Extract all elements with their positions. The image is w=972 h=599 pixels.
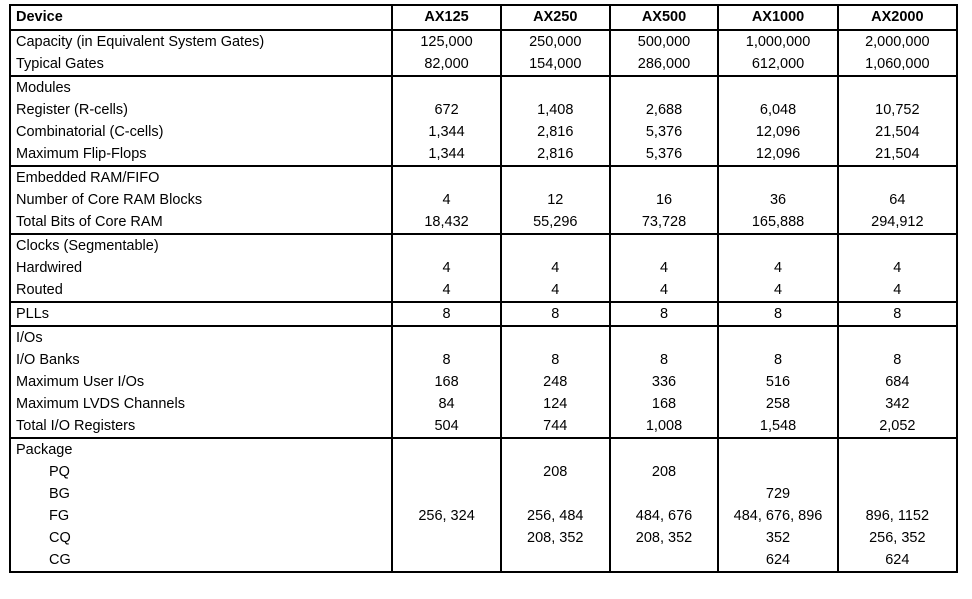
- table-row: [10, 279, 957, 302]
- cell-total-io-regs-ax125: 504: [392, 415, 501, 438]
- package-cell-ax2000: [838, 438, 957, 572]
- cell-cq-ax1000: 352: [765, 530, 791, 546]
- table-row: [10, 76, 957, 99]
- device-family-spec-table: [9, 4, 958, 573]
- package-cell-ax1000: [718, 438, 837, 572]
- package-cell-ax250: [501, 438, 610, 572]
- cell-total-bits-ax2000: 294,912: [838, 211, 957, 234]
- cell-typical-gates-ax2000: 1,060,000: [838, 53, 957, 76]
- cell-pq-ax1000: [719, 461, 836, 483]
- row-label-routed: Routed: [10, 279, 392, 302]
- table-row: [10, 189, 957, 211]
- cell-fg-ax500: 484, 676: [635, 508, 693, 524]
- table-row: [10, 166, 957, 189]
- cell-lvds-ax250: 124: [501, 393, 610, 415]
- cell-core-ram-blocks-ax250: 12: [501, 189, 610, 211]
- cell-fg-ax1000: 484, 676, 896: [733, 508, 823, 524]
- row-label-bg: BG: [49, 486, 70, 502]
- cell-register-ax500: 2,688: [610, 99, 719, 121]
- package-spacer: [611, 439, 718, 461]
- cell-max-user-ios-ax250: 248: [501, 371, 610, 393]
- cell-core-ram-blocks-ax500: 16: [610, 189, 719, 211]
- cell-clocks-ax500: [610, 234, 719, 257]
- cell-embedded-ram-ax250: [501, 166, 610, 189]
- cell-hardwired-ax250: 4: [501, 257, 610, 279]
- cell-ios-ax2000: [838, 326, 957, 349]
- cell-modules-ax500: [610, 76, 719, 99]
- cell-ios-ax125: [392, 326, 501, 349]
- row-label-hardwired: Hardwired: [16, 259, 83, 276]
- row-label-embedded-ram-fifo: Embedded RAM/FIFO: [16, 169, 160, 186]
- cell-plls-ax2000: 8: [838, 302, 957, 326]
- cell-register-ax125: 672: [392, 99, 501, 121]
- table-row: [10, 143, 957, 166]
- row-label-modules: Modules: [16, 79, 71, 96]
- cell-register-ax250: 1,408: [501, 99, 610, 121]
- column-header-ax1000: AX1000: [718, 5, 837, 30]
- column-header-ax500: AX500: [610, 5, 719, 30]
- row-label-fg: FG: [49, 508, 70, 524]
- cell-cg-ax1000: 624: [765, 552, 791, 568]
- cell-typical-gates-ax1000: 612,000: [718, 53, 837, 76]
- column-header-ax125: AX125: [392, 5, 501, 30]
- spec-table-container: [9, 4, 958, 573]
- cell-routed-ax1000: 4: [718, 279, 837, 302]
- cell-combinatorial-ax125: 1,344: [392, 121, 501, 143]
- cell-cg-ax250: [502, 549, 609, 571]
- cell-lvds-ax2000: 342: [838, 393, 957, 415]
- row-label-clocks-segmentable: Clocks (Segmentable): [16, 237, 159, 254]
- row-label-total-bits-core-ram: Total Bits of Core RAM: [10, 211, 392, 234]
- cell-clocks-ax1000: [718, 234, 837, 257]
- cell-total-bits-ax250: 55,296: [501, 211, 610, 234]
- cell-ios-ax500: [610, 326, 719, 349]
- cell-lvds-ax125: 84: [392, 393, 501, 415]
- column-header-ax2000: AX2000: [838, 5, 957, 30]
- cell-modules-ax1000: [718, 76, 837, 99]
- package-cell-ax500: [610, 438, 719, 572]
- cell-flipflops-ax2000: 21,504: [838, 143, 957, 166]
- table-header-row: [10, 5, 957, 30]
- row-label-plls: PLLs: [10, 302, 392, 326]
- row-label-typical-gates: Typical Gates: [10, 53, 392, 76]
- cell-register-ax2000: 10,752: [838, 99, 957, 121]
- cell-pq-ax125: [393, 461, 500, 483]
- cell-embedded-ram-ax125: [392, 166, 501, 189]
- cell-combinatorial-ax1000: 12,096: [718, 121, 837, 143]
- cell-total-bits-ax125: 18,432: [392, 211, 501, 234]
- cell-flipflops-ax1000: 12,096: [718, 143, 837, 166]
- cell-io-banks-ax1000: 8: [718, 349, 837, 371]
- cell-capacity-ax1000: 1,000,000: [718, 30, 837, 53]
- cell-clocks-ax250: [501, 234, 610, 257]
- cell-bg-ax250: [502, 483, 609, 505]
- package-spacer: [393, 439, 500, 461]
- cell-max-user-ios-ax500: 336: [610, 371, 719, 393]
- cell-bg-ax500: [611, 483, 718, 505]
- cell-ios-ax1000: [718, 326, 837, 349]
- cell-ios-ax250: [501, 326, 610, 349]
- cell-register-ax1000: 6,048: [718, 99, 837, 121]
- cell-max-user-ios-ax125: 168: [392, 371, 501, 393]
- row-label-register-r-cells: Register (R-cells): [16, 101, 128, 118]
- table-row: [10, 53, 957, 76]
- cell-core-ram-blocks-ax1000: 36: [718, 189, 837, 211]
- row-label-cq: CQ: [49, 530, 71, 546]
- cell-cg-ax500: [611, 549, 718, 571]
- cell-hardwired-ax500: 4: [610, 257, 719, 279]
- table-row: [10, 257, 957, 279]
- table-row: [10, 349, 957, 371]
- row-label-ios: I/Os: [16, 329, 43, 346]
- cell-routed-ax250: 4: [501, 279, 610, 302]
- cell-capacity-ax500: 500,000: [610, 30, 719, 53]
- cell-combinatorial-ax500: 5,376: [610, 121, 719, 143]
- cell-fg-ax2000: 896, 1152: [865, 508, 930, 524]
- cell-routed-ax125: 4: [392, 279, 501, 302]
- cell-capacity-ax2000: 2,000,000: [838, 30, 957, 53]
- cell-modules-ax125: [392, 76, 501, 99]
- row-label-total-io-registers: Total I/O Registers: [10, 415, 392, 438]
- row-label-io-banks: I/O Banks: [16, 351, 80, 368]
- table-row: [10, 211, 957, 234]
- column-header-ax250: AX250: [501, 5, 610, 30]
- cell-cg-ax2000: 624: [885, 552, 910, 568]
- cell-modules-ax2000: [838, 76, 957, 99]
- cell-plls-ax250: 8: [501, 302, 610, 326]
- cell-capacity-ax250: 250,000: [501, 30, 610, 53]
- cell-plls-ax125: 8: [392, 302, 501, 326]
- cell-io-banks-ax500: 8: [610, 349, 719, 371]
- cell-routed-ax500: 4: [610, 279, 719, 302]
- cell-bg-ax1000: 729: [765, 486, 791, 502]
- cell-total-io-regs-ax500: 1,008: [610, 415, 719, 438]
- cell-routed-ax2000: 4: [838, 279, 957, 302]
- table-row: [10, 415, 957, 438]
- column-header-device: Device: [10, 5, 392, 30]
- cell-pq-ax2000: [839, 461, 956, 483]
- package-spacer: [839, 439, 956, 461]
- cell-clocks-ax2000: [838, 234, 957, 257]
- cell-cq-ax500: 208, 352: [635, 530, 693, 546]
- cell-total-io-regs-ax2000: 2,052: [838, 415, 957, 438]
- cell-core-ram-blocks-ax125: 4: [392, 189, 501, 211]
- row-label-cg: CG: [49, 552, 71, 568]
- row-label-capacity: Capacity (in Equivalent System Gates): [16, 33, 265, 50]
- cell-flipflops-ax125: 1,344: [392, 143, 501, 166]
- package-cell-ax125: [392, 438, 501, 572]
- cell-pq-ax250: 208: [543, 464, 568, 480]
- cell-cq-ax125: [393, 527, 500, 549]
- table-row: [10, 234, 957, 257]
- cell-embedded-ram-ax2000: [838, 166, 957, 189]
- cell-plls-ax1000: 8: [718, 302, 837, 326]
- row-label-number-core-ram-blocks: Number of Core RAM Blocks: [16, 191, 203, 208]
- cell-lvds-ax1000: 258: [718, 393, 837, 415]
- cell-hardwired-ax2000: 4: [838, 257, 957, 279]
- package-spacer: [719, 439, 836, 461]
- cell-core-ram-blocks-ax2000: 64: [838, 189, 957, 211]
- cell-pq-ax500: 208: [651, 464, 677, 480]
- table-row-package: [10, 438, 957, 572]
- cell-io-banks-ax250: 8: [501, 349, 610, 371]
- package-label-cell: [10, 438, 392, 572]
- cell-hardwired-ax1000: 4: [718, 257, 837, 279]
- row-label-maximum-flip-flops: Maximum Flip-Flops: [10, 143, 392, 166]
- cell-typical-gates-ax500: 286,000: [610, 53, 719, 76]
- cell-max-user-ios-ax2000: 684: [838, 371, 957, 393]
- cell-total-bits-ax1000: 165,888: [718, 211, 837, 234]
- row-label-maximum-user-ios: Maximum User I/Os: [16, 373, 145, 390]
- cell-cq-ax2000: 256, 352: [869, 530, 926, 546]
- table-row: [10, 393, 957, 415]
- cell-clocks-ax125: [392, 234, 501, 257]
- cell-embedded-ram-ax1000: [718, 166, 837, 189]
- cell-combinatorial-ax250: 2,816: [501, 121, 610, 143]
- cell-lvds-ax500: 168: [610, 393, 719, 415]
- cell-embedded-ram-ax500: [610, 166, 719, 189]
- row-label-package: Package: [16, 442, 73, 458]
- cell-hardwired-ax125: 4: [392, 257, 501, 279]
- cell-capacity-ax125: 125,000: [392, 30, 501, 53]
- cell-io-banks-ax2000: 8: [838, 349, 957, 371]
- table-row: [10, 302, 957, 326]
- cell-total-bits-ax500: 73,728: [610, 211, 719, 234]
- cell-combinatorial-ax2000: 21,504: [838, 121, 957, 143]
- cell-bg-ax2000: [839, 483, 956, 505]
- row-label-maximum-lvds-channels: Maximum LVDS Channels: [16, 395, 185, 412]
- package-spacer: [502, 439, 609, 461]
- cell-cq-ax250: 208, 352: [527, 530, 584, 546]
- cell-cg-ax125: [393, 549, 500, 571]
- row-label-pq: PQ: [49, 464, 70, 480]
- table-row: [10, 371, 957, 393]
- cell-total-io-regs-ax250: 744: [501, 415, 610, 438]
- row-label-combinatorial-c-cells: Combinatorial (C-cells): [16, 123, 164, 140]
- table-row: [10, 326, 957, 349]
- cell-plls-ax500: 8: [610, 302, 719, 326]
- cell-modules-ax250: [501, 76, 610, 99]
- cell-io-banks-ax125: 8: [392, 349, 501, 371]
- cell-bg-ax125: [393, 483, 500, 505]
- table-row: [10, 121, 957, 143]
- cell-typical-gates-ax250: 154,000: [501, 53, 610, 76]
- cell-typical-gates-ax125: 82,000: [392, 53, 501, 76]
- cell-flipflops-ax500: 5,376: [610, 143, 719, 166]
- cell-total-io-regs-ax1000: 1,548: [718, 415, 837, 438]
- cell-fg-ax125: 256, 324: [418, 508, 475, 524]
- table-row: [10, 30, 957, 53]
- cell-fg-ax250: 256, 484: [527, 508, 584, 524]
- cell-flipflops-ax250: 2,816: [501, 143, 610, 166]
- cell-max-user-ios-ax1000: 516: [718, 371, 837, 393]
- table-row: [10, 99, 957, 121]
